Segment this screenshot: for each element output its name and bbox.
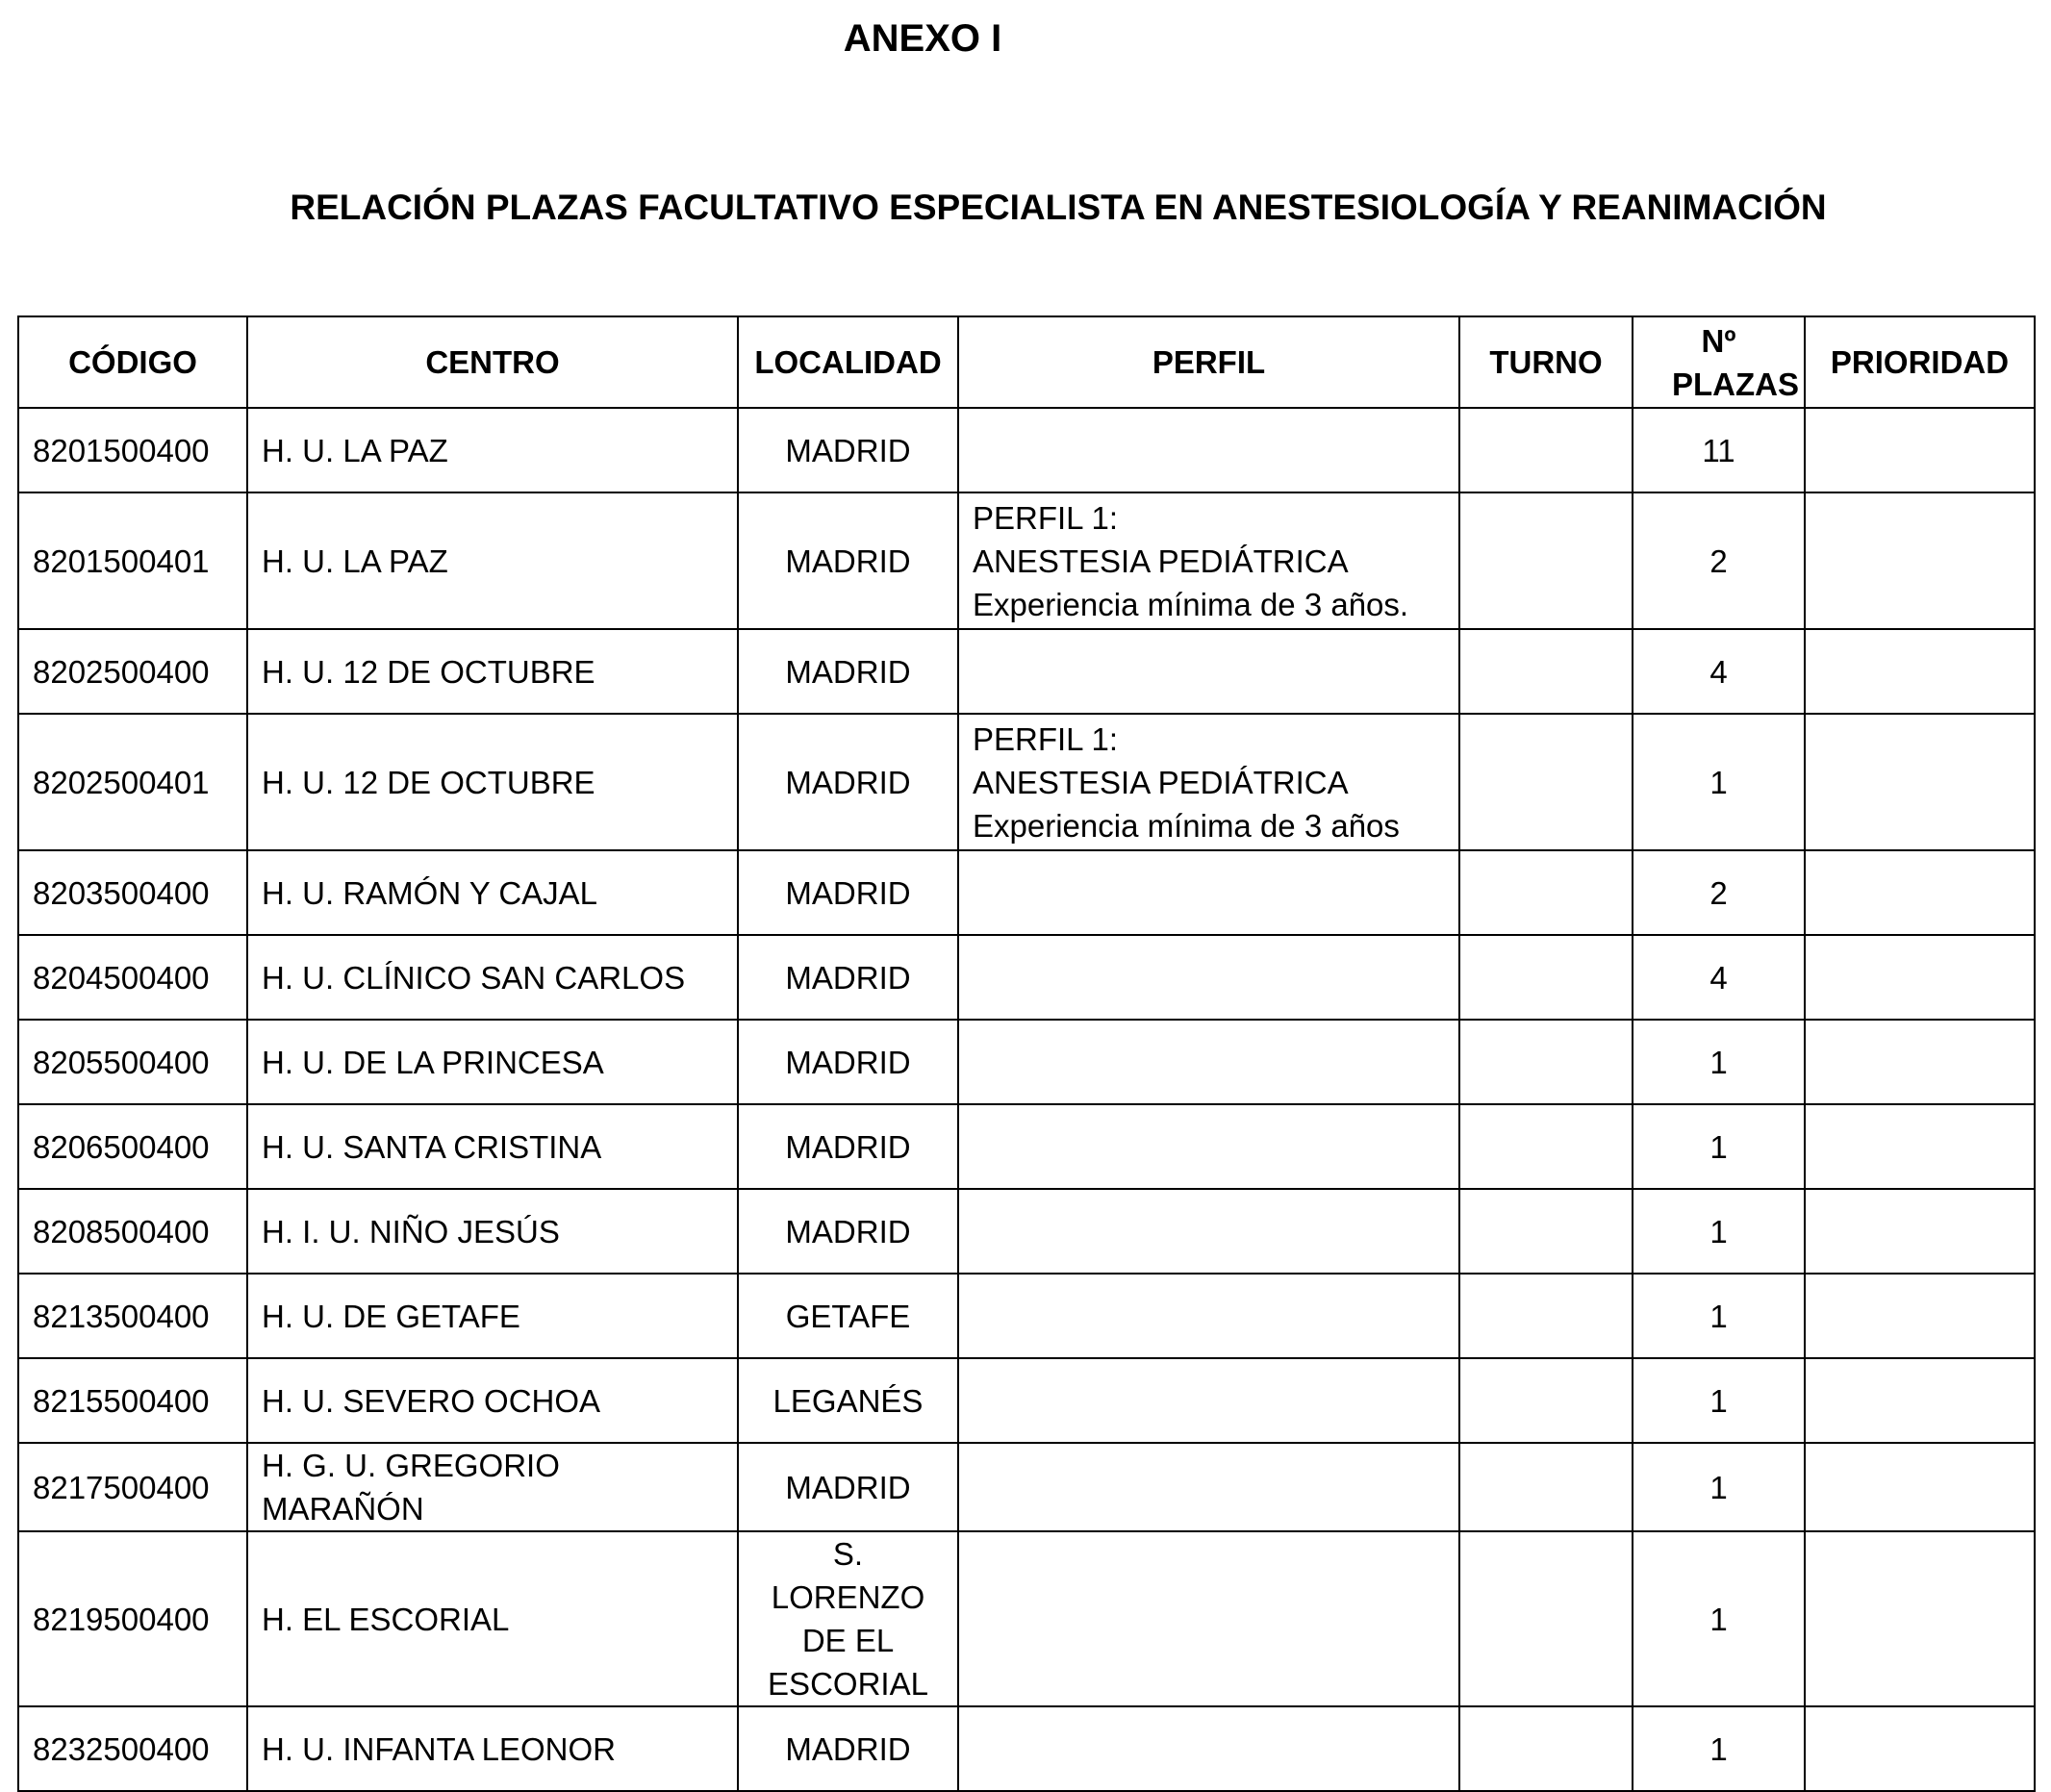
table-row: [18, 1274, 2035, 1358]
cell-codigo: 8201500400: [18, 408, 247, 492]
cell-perfil: [958, 1706, 1459, 1791]
cell-localidad: MADRID: [738, 850, 958, 935]
cell-codigo: 8202500400: [18, 629, 247, 714]
annex-title: ANEXO I: [843, 17, 1002, 60]
cell-plazas: 2: [1633, 492, 1805, 629]
cell-perfil: [958, 1531, 1459, 1706]
cell-turno: [1459, 1274, 1633, 1358]
cell-localidad: S. LORENZO DE EL ESCORIAL: [738, 1531, 958, 1706]
cell-turno: [1459, 1443, 1633, 1531]
cell-centro: H. U. SEVERO OCHOA: [247, 1358, 738, 1443]
perfil-line: Experiencia mínima de 3 años: [973, 807, 1400, 844]
cell-perfil: [958, 629, 1459, 714]
col-header-perfil: PERFIL: [958, 316, 1459, 408]
cell-prioridad: [1805, 935, 2035, 1020]
cell-plazas: 1: [1633, 1706, 1805, 1791]
cell-perfil: [958, 1358, 1459, 1443]
cell-localidad: MADRID: [738, 1189, 958, 1274]
cell-plazas: 1: [1633, 714, 1805, 850]
cell-localidad: MADRID: [738, 629, 958, 714]
table-row: [18, 1104, 2035, 1189]
cell-plazas: 1: [1633, 1189, 1805, 1274]
cell-localidad: GETAFE: [738, 1274, 958, 1358]
cell-localidad: MADRID: [738, 1706, 958, 1791]
cell-turno: [1459, 492, 1633, 629]
cell-turno: [1459, 935, 1633, 1020]
cell-codigo: 8206500400: [18, 1104, 247, 1189]
cell-codigo: 8219500400: [18, 1531, 247, 1706]
cell-plazas: 4: [1633, 629, 1805, 714]
cell-plazas: 1: [1633, 1274, 1805, 1358]
table-row: [18, 850, 2035, 935]
cell-prioridad: [1805, 408, 2035, 492]
cell-perfil: [958, 492, 1459, 629]
cell-turno: [1459, 1706, 1633, 1791]
cell-turno: [1459, 1104, 1633, 1189]
cell-codigo: 8232500400: [18, 1706, 247, 1791]
cell-plazas: 1: [1633, 1104, 1805, 1189]
cell-localidad: LEGANÉS: [738, 1358, 958, 1443]
table-row: [18, 1706, 2035, 1791]
cell-prioridad: [1805, 1189, 2035, 1274]
col-header-prioridad: PRIORIDAD: [1805, 316, 2035, 408]
cell-codigo: 8202500401: [18, 714, 247, 850]
cell-localidad: MADRID: [738, 935, 958, 1020]
table-row: [18, 1020, 2035, 1104]
cell-centro: H. U. CLÍNICO SAN CARLOS: [247, 935, 738, 1020]
table-row: [18, 1189, 2035, 1274]
cell-plazas: 11: [1633, 408, 1805, 492]
table-row: [18, 1358, 2035, 1443]
cell-centro: H. U. SANTA CRISTINA: [247, 1104, 738, 1189]
table-row: [18, 714, 2035, 850]
cell-turno: [1459, 629, 1633, 714]
cell-plazas: 2: [1633, 850, 1805, 935]
cell-turno: [1459, 1531, 1633, 1706]
table-body: [18, 408, 2035, 1791]
table-row: [18, 629, 2035, 714]
table-row: [18, 1443, 2035, 1531]
cell-centro: H. EL ESCORIAL: [247, 1531, 738, 1706]
cell-localidad: MADRID: [738, 1104, 958, 1189]
cell-prioridad: [1805, 1531, 2035, 1706]
col-header-turno: TURNO: [1459, 316, 1633, 408]
cell-turno: [1459, 1189, 1633, 1274]
cell-centro: H. U. LA PAZ: [247, 492, 738, 629]
cell-codigo: 8204500400: [18, 935, 247, 1020]
cell-prioridad: [1805, 1274, 2035, 1358]
cell-perfil: [958, 850, 1459, 935]
cell-centro: H. U. LA PAZ: [247, 408, 738, 492]
cell-localidad: MADRID: [738, 1443, 958, 1531]
cell-plazas: 4: [1633, 935, 1805, 1020]
table-row: [18, 935, 2035, 1020]
cell-turno: [1459, 850, 1633, 935]
cell-perfil: [958, 1104, 1459, 1189]
cell-codigo: 8205500400: [18, 1020, 247, 1104]
perfil-line: Experiencia mínima de 3 años.: [973, 586, 1409, 622]
cell-prioridad: [1805, 1020, 2035, 1104]
cell-centro: H. U. 12 DE OCTUBRE: [247, 714, 738, 850]
cell-plazas: 1: [1633, 1443, 1805, 1531]
perfil-line: PERFIL 1:: [973, 720, 1118, 757]
col-header-codigo: CÓDIGO: [18, 316, 247, 408]
cell-centro: H. U. INFANTA LEONOR: [247, 1706, 738, 1791]
plazas-table: [17, 315, 2036, 1792]
cell-localidad: MADRID: [738, 408, 958, 492]
cell-centro: H. G. U. GREGORIO MARAÑÓN: [247, 1443, 738, 1531]
col-header-plazas: Nº PLAZAS: [1633, 316, 1805, 408]
cell-turno: [1459, 1020, 1633, 1104]
cell-perfil: [958, 1020, 1459, 1104]
cell-centro: H. U. 12 DE OCTUBRE: [247, 629, 738, 714]
cell-centro: H. U. DE LA PRINCESA: [247, 1020, 738, 1104]
cell-perfil: [958, 1443, 1459, 1531]
cell-codigo: 8217500400: [18, 1443, 247, 1531]
cell-perfil: [958, 1189, 1459, 1274]
cell-codigo: 8215500400: [18, 1358, 247, 1443]
cell-plazas: 1: [1633, 1358, 1805, 1443]
cell-prioridad: [1805, 492, 2035, 629]
cell-plazas: 1: [1633, 1531, 1805, 1706]
cell-perfil: [958, 714, 1459, 850]
cell-prioridad: [1805, 629, 2035, 714]
cell-perfil: [958, 408, 1459, 492]
cell-centro: H. U. RAMÓN Y CAJAL: [247, 850, 738, 935]
cell-perfil: [958, 935, 1459, 1020]
cell-codigo: 8208500400: [18, 1189, 247, 1274]
cell-codigo: 8201500401: [18, 492, 247, 629]
perfil-line: PERFIL 1:: [973, 499, 1118, 536]
cell-localidad: MADRID: [738, 1020, 958, 1104]
col-header-centro: CENTRO: [247, 316, 738, 408]
cell-codigo: 8213500400: [18, 1274, 247, 1358]
table-header-row: [18, 316, 2035, 408]
cell-turno: [1459, 408, 1633, 492]
cell-prioridad: [1805, 714, 2035, 850]
cell-centro: H. U. DE GETAFE: [247, 1274, 738, 1358]
cell-prioridad: [1805, 1358, 2035, 1443]
document-title: RELACIÓN PLAZAS FACULTATIVO ESPECIALISTA EN ANESTESIOLOGÍA Y REANIMACIÓN: [290, 188, 1827, 227]
cell-plazas: 1: [1633, 1020, 1805, 1104]
table-row: [18, 408, 2035, 492]
cell-codigo: 8203500400: [18, 850, 247, 935]
cell-localidad: MADRID: [738, 714, 958, 850]
col-header-localidad: LOCALIDAD: [738, 316, 958, 408]
table-row: [18, 492, 2035, 629]
cell-turno: [1459, 714, 1633, 850]
perfil-line: ANESTESIA PEDIÁTRICA: [973, 543, 1349, 579]
cell-prioridad: [1805, 1104, 2035, 1189]
cell-turno: [1459, 1358, 1633, 1443]
cell-localidad: MADRID: [738, 492, 958, 629]
cell-prioridad: [1805, 1706, 2035, 1791]
cell-centro: H. I. U. NIÑO JESÚS: [247, 1189, 738, 1274]
perfil-line: ANESTESIA PEDIÁTRICA: [973, 764, 1349, 800]
cell-perfil: [958, 1274, 1459, 1358]
table-row: [18, 1531, 2035, 1706]
cell-prioridad: [1805, 850, 2035, 935]
cell-prioridad: [1805, 1443, 2035, 1531]
